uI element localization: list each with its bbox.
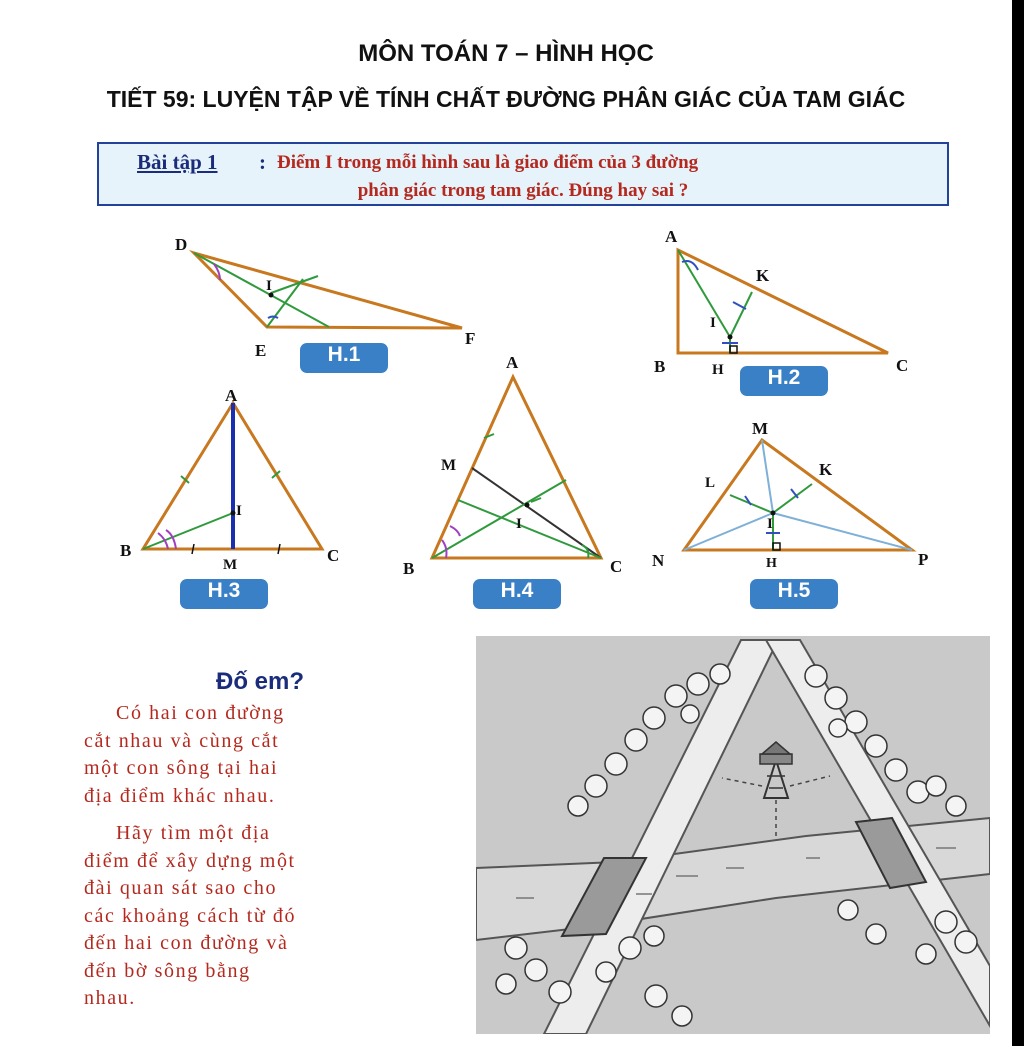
riddle-line: cắt nhau và cùng cắt (84, 729, 280, 752)
figure-label-h3: H.3 (180, 579, 268, 609)
h5-point-h: H (766, 556, 777, 571)
riddle-line: Hãy tìm một địa (116, 822, 271, 844)
h1-point-d: D (175, 235, 188, 254)
lesson-subtitle: TIẾT 59: LUYỆN TẬP VỀ TÍNH CHẤT ĐƯỜNG PHÂN GIÁC CỦA TAM GIÁC (106, 86, 906, 112)
figure-h3 (120, 386, 339, 573)
h3-point-a: A (225, 386, 238, 405)
figure-h1 (175, 235, 475, 360)
h4-point-m: M (441, 457, 457, 474)
h5-point-i: I (767, 516, 773, 532)
h4-point-c: C (610, 557, 623, 576)
exercise-colon: : (259, 150, 266, 174)
riddle-line: đến hai con đường và (84, 932, 289, 954)
h2-point-a: A (665, 227, 678, 246)
h5-point-m: M (752, 419, 769, 438)
roads-river-illustration (476, 636, 990, 1034)
riddle-paragraph-2 (84, 820, 414, 1013)
h1-point-i: I (266, 278, 272, 294)
figure-label-h5: H.5 (750, 579, 838, 609)
figure-h5 (652, 419, 928, 571)
h5-point-l: L (705, 475, 716, 491)
h3-point-c: C (327, 546, 340, 565)
figure-label-h1: H.1 (300, 343, 388, 373)
page-title: MÔN TOÁN 7 – HÌNH HỌC (358, 40, 654, 67)
h2-point-i: I (710, 315, 716, 331)
riddle-line: điểm để xây dựng một (84, 849, 296, 872)
figure-label-h2: H.2 (740, 366, 828, 396)
h5-point-k: K (819, 460, 833, 479)
exercise-text-line1: Điểm I trong mỗi hình sau là giao điểm của 3 đường (277, 152, 699, 173)
h4-point-i: I (516, 516, 522, 532)
h4-point-b: B (403, 559, 415, 578)
h2-point-b: B (654, 357, 666, 376)
figure-h4 (403, 353, 622, 578)
h4-point-a: A (506, 353, 519, 372)
riddle-line: địa điểm khác nhau. (84, 784, 276, 807)
h3-point-i: I (236, 503, 242, 519)
riddle-line: đến bờ sông bằng (84, 959, 251, 982)
h1-point-f: F (465, 329, 476, 348)
riddle-line: đài quan sát sao cho (84, 877, 278, 899)
riddle-line: nhau. (84, 987, 136, 1009)
riddle-paragraph-1 (84, 700, 414, 810)
figure-label-h4: H.4 (473, 579, 561, 609)
h5-point-n: N (652, 551, 665, 570)
figure-h2 (654, 227, 908, 378)
h1-point-e: E (255, 341, 267, 360)
riddle-line: một con sông tại hai (84, 757, 279, 779)
exercise-label: Bài tập 1 (137, 150, 218, 174)
h2-point-c: C (896, 356, 909, 375)
riddle-line: Có hai con đường (116, 702, 285, 724)
riddle-title: Đố em? (216, 668, 305, 695)
riddle-line: các khoảng cách từ đó (84, 904, 297, 927)
h3-point-b: B (120, 541, 132, 560)
h2-point-h: H (712, 362, 724, 378)
h2-point-k: K (756, 266, 770, 285)
h3-point-m: M (223, 557, 238, 573)
exercise-text-line2: phân giác trong tam giác. Đúng hay sai ? (357, 180, 689, 201)
h5-point-p: P (918, 550, 929, 569)
